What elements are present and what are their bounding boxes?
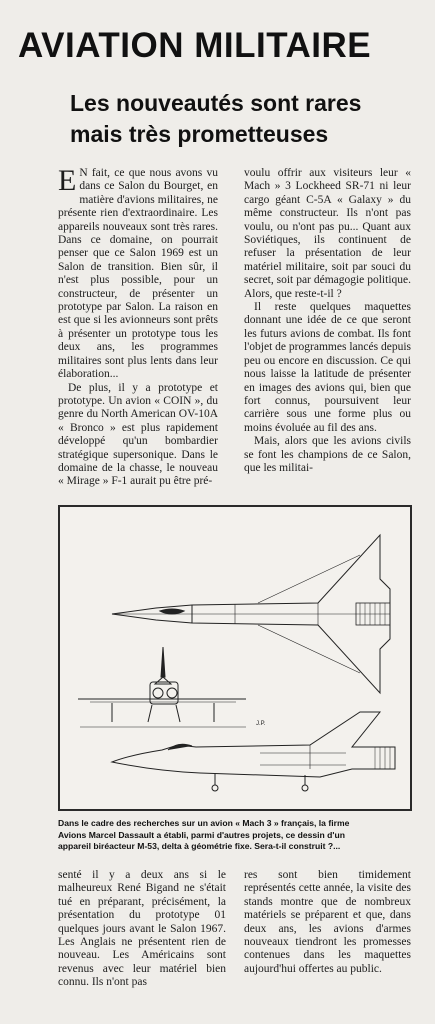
paragraph-text: N fait, ce que nous avons vu dans ce Salon du Bourget, en matière d'avions militaires, ne présente rien d'extraordinaire. Les appareils nouveaux sont très rares. Dans ce domaine, on pourrait penser que ce Salon 1969 est un Salon de transition. Bien sûr, il n'est plus possible, pour un constructeur, de présenter un prototype par Salon. La raison en est que si les avionneurs sont prêts à présenter un prototype tous les deux ans, les programmes militaires sont plus lents dans leur élaboration... bbox=[58, 167, 218, 381]
article-paragraph: De plus, il y a prototype et prototype. Un avion « COIN », du genre du North American OV-10A « Bronco » est plus rapidement développé qu'un bombardier stratégique supersonique. Dans le domaine de la chasse, le nouveau « Mirage » F-1 aurait pu être pré- bbox=[58, 381, 218, 488]
headline-line-2: mais très prometteuses bbox=[70, 121, 329, 147]
aircraft-drawing-figure bbox=[58, 505, 412, 811]
drop-cap: E bbox=[58, 167, 77, 197]
article-paragraph: res sont bien timidement représentés cette année, la visite des stands montre que de nombreux matériels se préparent et que, dans deux ans, les avions d'armes nouveaux tiendront les promesses contenues dans les maquettes aujourd'hui offertes au public. bbox=[244, 869, 411, 975]
article-column-4 bbox=[244, 869, 411, 989]
top-view bbox=[112, 535, 390, 693]
article-paragraph: Il reste quelques maquettes donnant une idée de ce que seront les futurs avions de combat. Ils font l'objet de programmes lancés depuis peu ou encore en discussion. Ce qui nous laisse la latitude de présenter en images des avions qui, bien que fort connus, poursuivent leur carrière sous une forme plus ou moins évoluée au fil des ans. bbox=[244, 301, 411, 434]
artist-initials: J.P. bbox=[256, 721, 266, 727]
side-view bbox=[112, 712, 395, 791]
caption-line-2: Avions Marcel Dassault a établi, parmi d'autres projets, ce dessin d'un bbox=[58, 829, 345, 840]
headline-line-1: Les nouveautés sont rares bbox=[70, 90, 362, 116]
article-column-1 bbox=[58, 167, 218, 489]
figure-caption bbox=[58, 818, 416, 853]
article-headline bbox=[70, 88, 430, 150]
article-column-3 bbox=[58, 869, 226, 989]
front-view bbox=[78, 647, 246, 727]
article-column-2 bbox=[244, 167, 411, 489]
article-paragraph bbox=[58, 167, 218, 382]
caption-line-3: appareil biréacteur M-53, delta à géométrie fixe. Sera-t-il construit ?... bbox=[58, 841, 341, 851]
article-paragraph: Mais, alors que les avions civils se font les champions de ce Salon, que les militai- bbox=[244, 435, 411, 474]
m53-three-view-drawing bbox=[60, 507, 410, 809]
article-paragraph: senté il y a deux ans si le malheureux René Bigand ne s'était tué en préparant, précisément, la présentation du prototype 01 quelques jours avant le Salon 1967. Les Anglais ne présentent rien de nouveau. Les Américains sont revenus avec leur matériel bien connu. Ils n'ont pas bbox=[58, 869, 226, 989]
section-title: AVIATION MILITAIRE bbox=[18, 26, 372, 65]
article-paragraph: voulu offrir aux visiteurs leur « Mach » 3 Lockheed SR-71 ni leur cargo géant C-5A « Galaxy » du même constructeur. Ils n'ont pas voulu, ou n'ont pas pu... Quant aux Soviétiques, ils continuent de refuser la présentation de leur matériel militaire, soit par souci du secret, soit par démagogie politique. Alors, que reste-t-il ? bbox=[244, 167, 411, 300]
caption-line-1: Dans le cadre des recherches sur un avion « Mach 3 » français, la firme bbox=[58, 818, 350, 828]
